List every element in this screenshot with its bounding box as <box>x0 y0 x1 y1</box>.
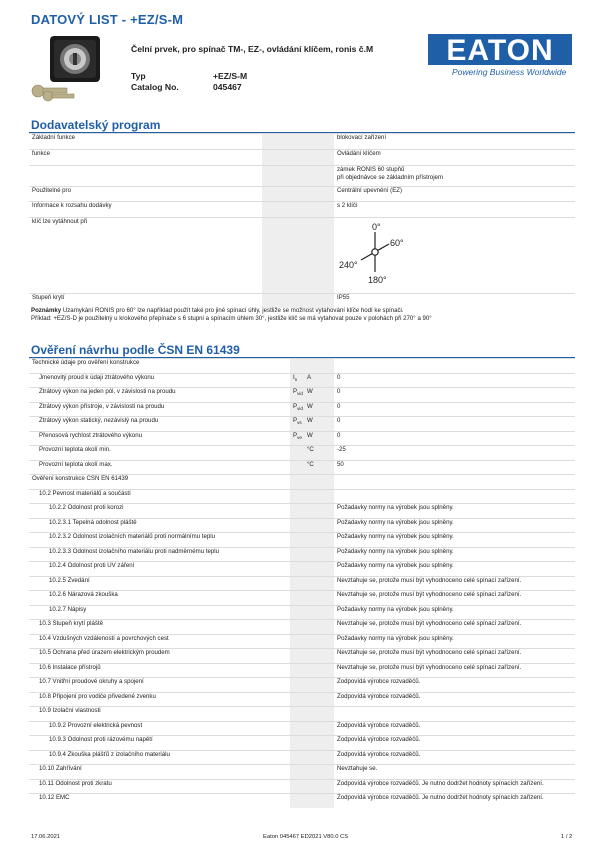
row-value: 0 <box>334 373 575 388</box>
row-unit <box>304 547 334 562</box>
row-value <box>334 359 575 374</box>
table-row <box>29 692 575 707</box>
row-unit: W <box>304 417 334 432</box>
type-value: +EZ/S-M <box>213 71 248 81</box>
type-label: Typ <box>131 71 146 81</box>
row-symbol <box>290 431 304 446</box>
row-label: 10.2.4 Odolnost proti UV záření <box>29 562 290 577</box>
table-row <box>29 794 575 809</box>
row-value: Zodpovídá výrobce rozvaděčů. <box>334 678 575 693</box>
table-row <box>29 533 575 548</box>
row-unit <box>304 562 334 577</box>
table-row <box>29 388 575 403</box>
row-value: Nevztahuje se, protože musí být vyhodnoceno celé spínací zařízení. <box>334 576 575 591</box>
row-symbol <box>290 765 304 780</box>
row-value: IP55 <box>334 294 575 308</box>
table-row <box>29 576 575 591</box>
row-label: 10.2.2 Odolnost proti korozi <box>29 504 290 519</box>
row-label: Ztrátový výkon statický, nezávislý na proudu <box>29 417 290 432</box>
table-row <box>29 707 575 722</box>
program-table <box>29 133 575 308</box>
row-symbol <box>290 489 304 504</box>
row-label: 10.9 Izolační vlastnosti <box>29 707 290 722</box>
row-symbol <box>290 620 304 635</box>
table-row <box>29 489 575 504</box>
row-label: 10.7 Vnitřní proudové okruhy a spojení <box>29 678 290 693</box>
row-label: Ztrátový výkon přístroje, v závislosti na proudu <box>29 402 290 417</box>
row-symbol <box>290 417 304 432</box>
verification-table <box>29 358 575 808</box>
catalog-label: Catalog No. <box>131 82 179 92</box>
row-symbol <box>290 779 304 794</box>
symbol-subscript: n <box>294 376 298 382</box>
table-row <box>29 417 575 432</box>
footer-date: 17.06.2021 <box>31 834 61 840</box>
row-symbol <box>290 576 304 591</box>
row-unit <box>304 649 334 664</box>
row-symbol <box>290 794 304 809</box>
symbol: I <box>293 373 295 381</box>
table-row <box>29 750 575 765</box>
row-label: Provozní teplota okolí max. <box>29 460 290 475</box>
angle-60: 60° <box>390 238 404 248</box>
row-value <box>334 707 575 722</box>
table-row <box>29 166 575 187</box>
symbol-subscript: vid <box>297 391 303 397</box>
table-row <box>29 134 575 150</box>
symbol: P <box>293 402 298 410</box>
table-row <box>29 779 575 794</box>
row-label: 10.6 Instalace přístrojů <box>29 663 290 678</box>
row-label: 10.2.3.3 Odolnost izolačního materiálu proti nadměrnému teplu <box>29 547 290 562</box>
row-label: 10.2 Pevnost materiálů a součástí <box>29 489 290 504</box>
note-line-1: Uzamykání RONIS pro 60° lze například použít také pro jiné spínací úhly, jestliže se možnost vytahování klíče hodí ke spínači. <box>62 307 404 314</box>
row-label: 10.2.6 Nárazová zkouška <box>29 591 290 606</box>
table-row <box>29 678 575 693</box>
row-symbol <box>290 504 304 519</box>
row-unit <box>304 605 334 620</box>
row-symbol <box>290 663 304 678</box>
row-label: 10.2.3.2 Odolnost izolačních materiálů proti normálnímu teplu <box>29 533 290 548</box>
row-unit <box>304 504 334 519</box>
row-unit <box>304 489 334 504</box>
section-title-verification: Ověření návrhu podle ČSN EN 61439 <box>31 343 240 357</box>
table-row <box>29 765 575 780</box>
note-line-2: Příklad: +EZ/S-D je použitelný u krokového přepínače s 6 stupni a spínacím úhlem 30°, jestliže klíč se má vytahovat pouze v polohách při 270° a 90° <box>31 315 432 323</box>
catalog-value: 045467 <box>213 82 242 92</box>
row-symbol <box>290 736 304 751</box>
table-row <box>29 736 575 751</box>
row-label: 10.9.4 Zkouška plášťů z izolačního materiálu <box>29 750 290 765</box>
row-value: Požadavky normy na výrobek jsou splněny. <box>334 533 575 548</box>
row-unit <box>304 576 334 591</box>
row-value: blokovací zařízení <box>334 134 575 150</box>
product-description: Čelní prvek, pro spínač TM-, EZ-, ovládání klíčem, ronis č.M <box>131 44 374 54</box>
row-label: 10.11 Odolnost proti zkratu <box>29 779 290 794</box>
row-value: 0 <box>334 431 575 446</box>
row-symbol <box>290 634 304 649</box>
row-label: 10.12 EMC <box>29 794 290 809</box>
row-label: 10.2.3.1 Tepelná odolnost pláště <box>29 518 290 533</box>
row-label: 10.2.7 Nápisy <box>29 605 290 620</box>
row-unit <box>304 475 334 490</box>
row-label: 10.4 Vzdušných vzdáleností a povrchových cest <box>29 634 290 649</box>
row-label: 10.3 Stupeň krytí pláště <box>29 620 290 635</box>
row-unit <box>304 779 334 794</box>
table-row <box>29 475 575 490</box>
row-unit: °C <box>304 446 334 461</box>
row-value: Požadavky normy na výrobek jsou splněny. <box>334 504 575 519</box>
row-label: 10.5 Ochrana před úrazem elektrickým proudem <box>29 649 290 664</box>
product-image <box>28 34 108 104</box>
symbol-subscript: vs <box>297 420 302 426</box>
row-label <box>29 166 262 187</box>
row-symbol <box>290 402 304 417</box>
note-label: Poznámky <box>31 307 62 314</box>
row-symbol <box>290 707 304 722</box>
table-row <box>29 294 575 308</box>
angle-180: 180° <box>368 275 387 285</box>
row-unit <box>304 591 334 606</box>
row-value: 0 <box>334 417 575 432</box>
table-row <box>29 721 575 736</box>
row-value: s 2 klíči <box>334 202 575 218</box>
section-title-program: Dodavatelský program <box>31 118 161 132</box>
table-row <box>29 187 575 202</box>
row-unit <box>304 721 334 736</box>
symbol: P <box>293 431 298 439</box>
table-row <box>29 547 575 562</box>
row-value: Zodpovídá výrobce rozvaděčů. Je nutno dodržet hodnoty spínacích zařízení. <box>334 794 575 809</box>
row-unit <box>304 634 334 649</box>
row-value: Centrální upevnění (EZ) <box>334 187 575 202</box>
row-value: Požadavky normy na výrobek jsou splněny. <box>334 518 575 533</box>
row-unit <box>304 678 334 693</box>
tagline: Powering Business Worldwide <box>452 67 567 77</box>
row-unit <box>304 533 334 548</box>
row-unit: A <box>304 373 334 388</box>
row-unit: °C <box>304 460 334 475</box>
row-label: funkce <box>29 150 262 166</box>
row-value: Nevztahuje se, protože musí být vyhodnoceno celé spínací zařízení. <box>334 649 575 664</box>
table-row <box>29 634 575 649</box>
table-row <box>29 620 575 635</box>
row-value: Zodpovídá výrobce rozvaděčů. Je nutno dodržet hodnoty spínacích zařízení. <box>334 779 575 794</box>
row-value: Požadavky normy na výrobek jsou splněny. <box>334 634 575 649</box>
row-symbol <box>290 591 304 606</box>
table-row <box>29 518 575 533</box>
table-row <box>29 591 575 606</box>
row-label: 10.10 Zahřívání <box>29 765 290 780</box>
row-unit <box>304 736 334 751</box>
footer-doc: Eaton 045467 ED2021 V80.0 CS <box>263 834 349 840</box>
row-symbol <box>290 605 304 620</box>
row-symbol <box>290 475 304 490</box>
row-unit <box>304 765 334 780</box>
row-label: Základní funkce <box>29 134 262 150</box>
angle-diagram <box>337 218 417 290</box>
row-symbol <box>290 446 304 461</box>
row-unit <box>304 663 334 678</box>
footer-page: 1 / 2 <box>561 834 573 840</box>
row-symbol <box>290 388 304 403</box>
row-value <box>334 166 575 187</box>
row-value: Zodpovídá výrobce rozvaděčů. <box>334 750 575 765</box>
table-row <box>29 663 575 678</box>
value-line: zámek RONIS 60 stupňů <box>337 166 405 173</box>
row-label: klíč lze vytáhnout při <box>29 218 262 294</box>
row-unit <box>304 518 334 533</box>
symbol-subscript: ve <box>297 434 302 440</box>
row-value <box>334 475 575 490</box>
table-row <box>29 373 575 388</box>
row-unit: W <box>304 431 334 446</box>
table-row <box>29 218 575 294</box>
row-label: Použitelné pro <box>29 187 262 202</box>
table-row <box>29 562 575 577</box>
table-row <box>29 649 575 664</box>
row-label: 10.2.5 Zvedání <box>29 576 290 591</box>
row-label: Jmenovitý proud k údaji ztrátového výkonu <box>29 373 290 388</box>
table-row <box>29 150 575 166</box>
table-row <box>29 431 575 446</box>
row-symbol <box>290 750 304 765</box>
row-label: 10.9.3 Odolnost proti rázovému napětí <box>29 736 290 751</box>
row-unit: W <box>304 388 334 403</box>
symbol: P <box>293 417 298 424</box>
row-value: Nevztahuje se, protože musí být vyhodnoceno celé spínací zařízení. <box>334 663 575 678</box>
row-symbol <box>290 373 304 388</box>
row-value: 50 <box>334 460 575 475</box>
row-label: 10.9.2 Provozní elektrická pevnost <box>29 721 290 736</box>
row-value: Ovládání klíčem <box>334 150 575 166</box>
symbol-subscript: vid <box>297 405 303 411</box>
symbol: P <box>293 388 298 395</box>
table-row <box>29 460 575 475</box>
row-unit: W <box>304 402 334 417</box>
row-value: 0 <box>334 388 575 403</box>
row-value: Zodpovídá výrobce rozvaděčů. <box>334 721 575 736</box>
row-symbol <box>290 649 304 664</box>
row-symbol <box>290 460 304 475</box>
row-unit <box>304 359 334 374</box>
row-value: Nevztahuje se, protože musí být vyhodnoceno celé spínací zařízení. <box>334 620 575 635</box>
row-unit <box>304 620 334 635</box>
table-row <box>29 359 575 374</box>
row-value: 0 <box>334 402 575 417</box>
row-value: Zodpovídá výrobce rozvaděčů. <box>334 692 575 707</box>
row-value: Požadavky normy na výrobek jsou splněny. <box>334 605 575 620</box>
row-symbol <box>290 721 304 736</box>
row-symbol <box>290 518 304 533</box>
row-label: Přenosová rychlost ztrátového výkonu <box>29 431 290 446</box>
row-unit <box>304 750 334 765</box>
row-label: Ověření konstrukce ČSN EN 61439 <box>29 475 290 490</box>
row-label: Stupeň krytí <box>29 294 262 308</box>
row-value: -25 <box>334 446 575 461</box>
table-row <box>29 402 575 417</box>
table-row <box>29 446 575 461</box>
angle-0: 0° <box>372 222 381 232</box>
row-value <box>334 489 575 504</box>
row-value: Nevztahuje se. <box>334 765 575 780</box>
value-line: při objednávce se základním přístrojem <box>337 174 444 181</box>
page-title: DATOVÝ LIST - +EZ/S-M <box>31 12 184 27</box>
table-row <box>29 202 575 218</box>
row-value: Požadavky normy na výrobek jsou splněny. <box>334 547 575 562</box>
row-label: Ztrátový výkon na jeden pól, v závislosti na proudu <box>29 388 290 403</box>
logo-text: EATON <box>446 34 554 67</box>
row-symbol <box>290 562 304 577</box>
row-label: Provozní teplota okolí min. <box>29 446 290 461</box>
row-unit <box>304 692 334 707</box>
row-symbol <box>290 547 304 562</box>
row-value: Zodpovídá výrobce rozvaděčů. <box>334 736 575 751</box>
row-symbol <box>290 533 304 548</box>
row-value: Nevztahuje se, protože musí být vyhodnoceno celé spínací zařízení. <box>334 591 575 606</box>
angle-240: 240° <box>339 260 358 270</box>
row-unit <box>304 707 334 722</box>
row-symbol <box>290 692 304 707</box>
angle-diagram-cell <box>334 218 575 294</box>
row-unit <box>304 794 334 809</box>
row-symbol <box>290 359 304 374</box>
row-label: Informace k rozsahu dodávky <box>29 202 262 218</box>
table-row <box>29 605 575 620</box>
note <box>31 307 571 324</box>
row-symbol <box>290 678 304 693</box>
row-label: 10.8 Připojení pro vodiče přivedené zvenku <box>29 692 290 707</box>
table-row <box>29 504 575 519</box>
row-value: Požadavky normy na výrobek jsou splněny. <box>334 562 575 577</box>
row-label: Technické údaje pro ověření konstrukce <box>29 359 290 374</box>
